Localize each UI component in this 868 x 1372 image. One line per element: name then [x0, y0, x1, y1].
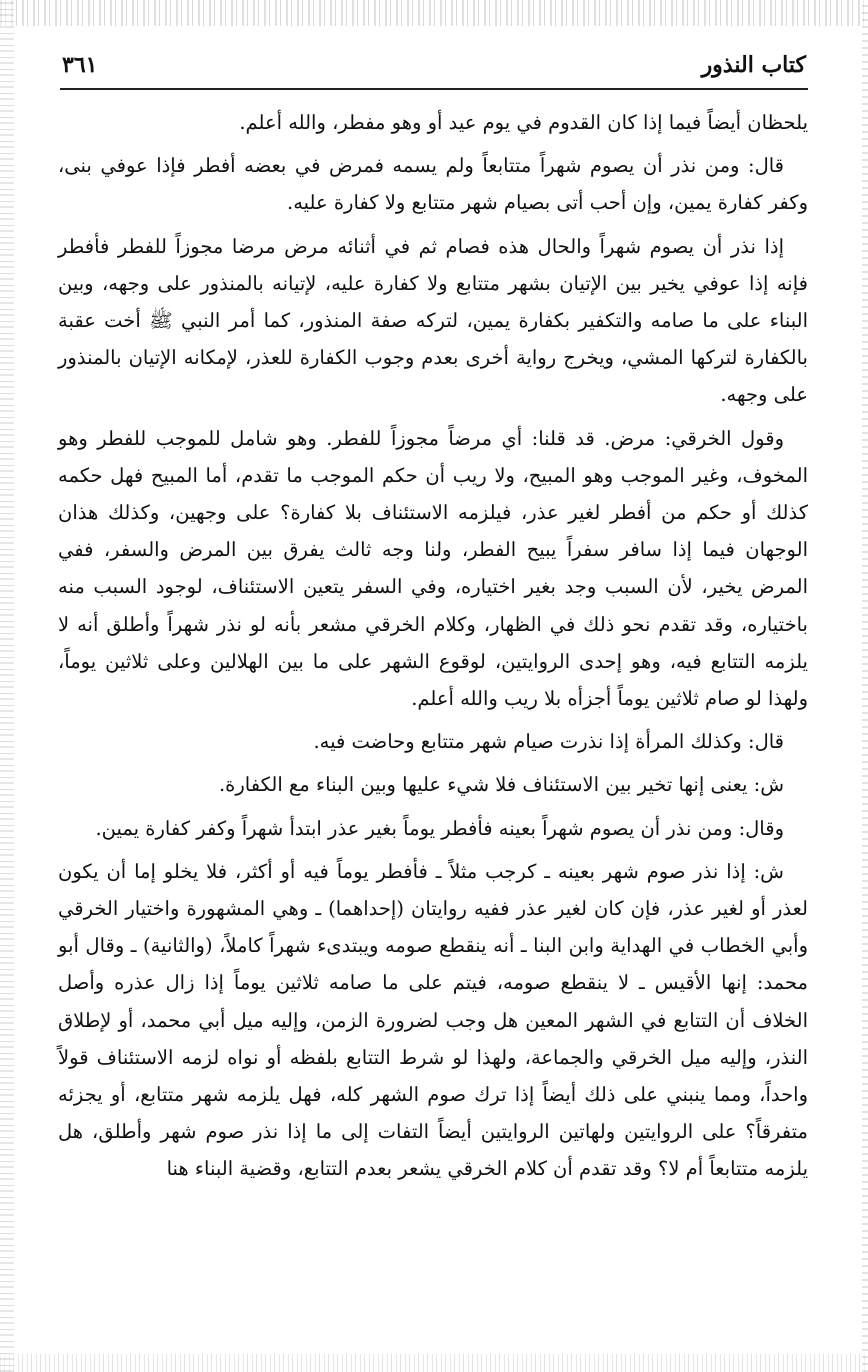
- running-header: [62, 52, 806, 84]
- book-section-title: كتاب النذور: [701, 52, 806, 78]
- scan-noise-bottom: [0, 1354, 868, 1372]
- paragraph-8: ش: إذا نذر صوم شهر بعينه ـ كرجب مثلاً ـ فأفطر يوماً فيه أو أكثر، فلا يخلو إما أن يكون لعذر أو لغير عذر، فإن كان لغير عذر ففيه روايتان (إحداهما) ـ وهي المشهورة واختيار الخرقي وأبي الخطاب في الهداية وابن البنا ـ أنه ينقطع صومه ويبتدىء شهراً كاملاً، (والثانية) ـ وقال أبو محمد: إنها الأقيس ـ لا ينقطع صومه، فيتم على ما صامه ثلاثين يوماً إذا زال عذره وأصل الخلاف أن التتابع في الشهر المعين هل وجب لضرورة الزمن، وإليه ميل أبي محمد، أو لإطلاق النذر، وإليه ميل الخرقي والجماعة، ولهذا لو شرط التتابع بلفظه أو نواه لزمه الاستئناف قولاً واحداً، ومما ينبني على ذلك أيضاً إذا ترك صوم الشهر كله، فهل يلزمه شهر متتابع، أو يجزئه متفرقاً؟ على الروايتين ولهاتين الروايتين أيضاً التفات إلى ما إذا نذر صوم شهر وأطلق، هل يلزمه متتابعاً أم لا؟ وقد تقدم أن كلام الخرقي يشعر بعدم التتابع، وقضية البناء هنا: [58, 859, 808, 1181]
- paragraph-7: وقال: ومن نذر أن يصوم شهراً بعينه فأفطر يوماً بغير عذر ابتدأ شهراً وكفر كفارة يمين.: [95, 816, 784, 840]
- header-divider: [60, 88, 808, 90]
- paragraph-5: قال: وكذلك المرأة إذا نذرت صيام شهر متتابع وحاضت فيه.: [313, 730, 784, 754]
- paragraph-4: وقول الخرقي: مرض. قد قلنا: أي مرضاً مجوزاً للفطر. وهو شامل للموجب للفطر وهو المخوف، وغير الموجب وهو المبيح، ولا ريب أن حكم الموجب ما تقدم، أما المبيح فهل حكمه كذلك أو حكم من أفطر لغير عذر، فيلزمه الاستئناف بلا كفارة؟ على وجهين، وكذلك هذان الوجهان فيما إذا سافر سفراً يبيح الفطر، ولنا وجه ثالث يفرق بين المرض والسفر، ففي المرض يخير، لأن السبب وجد بغير اختياره، وفي السفر يتعين الاستئناف، لوجود السبب منه باختياره، وقد تقدم نحو ذلك في الظهار، وكلام الخرقي مشعر بأنه لو نذر شهراً وأطلق أنه لا يلزمه التتابع فيه، وهو إحدى الروايتين، لوقوع الشهر على ما بين الهلالين وعلى ثلاثين يوماً، ولهذا لو صام ثلاثين يوماً أجزأه بلا ريب والله أعلم.: [58, 426, 808, 711]
- paragraph-6: ش: يعنى إنها تخير بين الاستئناف فلا شيء عليها وبين البناء مع الكفارة.: [218, 773, 784, 797]
- scan-noise-left: [0, 0, 14, 1372]
- scan-noise-top: [0, 0, 868, 26]
- scan-noise-right: [862, 0, 868, 1372]
- body-text: [58, 104, 808, 1194]
- page-number: ٣٦١: [62, 52, 98, 78]
- paragraph-3: إذا نذر أن يصوم شهراً والحال هذه فصام ثم في أثنائه مرض مرضا مجوزاً للفطر فأفطر فإنه إذا عوفي يخير بين الإتيان بشهر متتابع ولا كفارة عليه، لإتيانه بالمنذور على وجهه، وبين البناء على ما صامه والتكفير بكفارة يمين، لتركه صفة المنذور، كما أمر النبي ﷺ أخت عقبة بالكفارة لتركها المشي، ويخرج رواية أخرى بعدم وجوب الكفارة للعذر، لإمكانه الإتيان بالمنذور على وجهه.: [58, 234, 808, 407]
- paragraph-1: يلحظان أيضاً فيما إذا كان القدوم في يوم عيد أو وهو مفطر، والله أعلم.: [239, 111, 808, 134]
- paragraph-2: قال: ومن نذر أن يصوم شهراً متتابعاً ولم يسمه فمرض في بعضه أفطر فإذا عوفي بنى، وكفر كفارة يمين، وإن أحب أتى بصيام شهر متتابع ولا كفارة عليه.: [58, 154, 808, 215]
